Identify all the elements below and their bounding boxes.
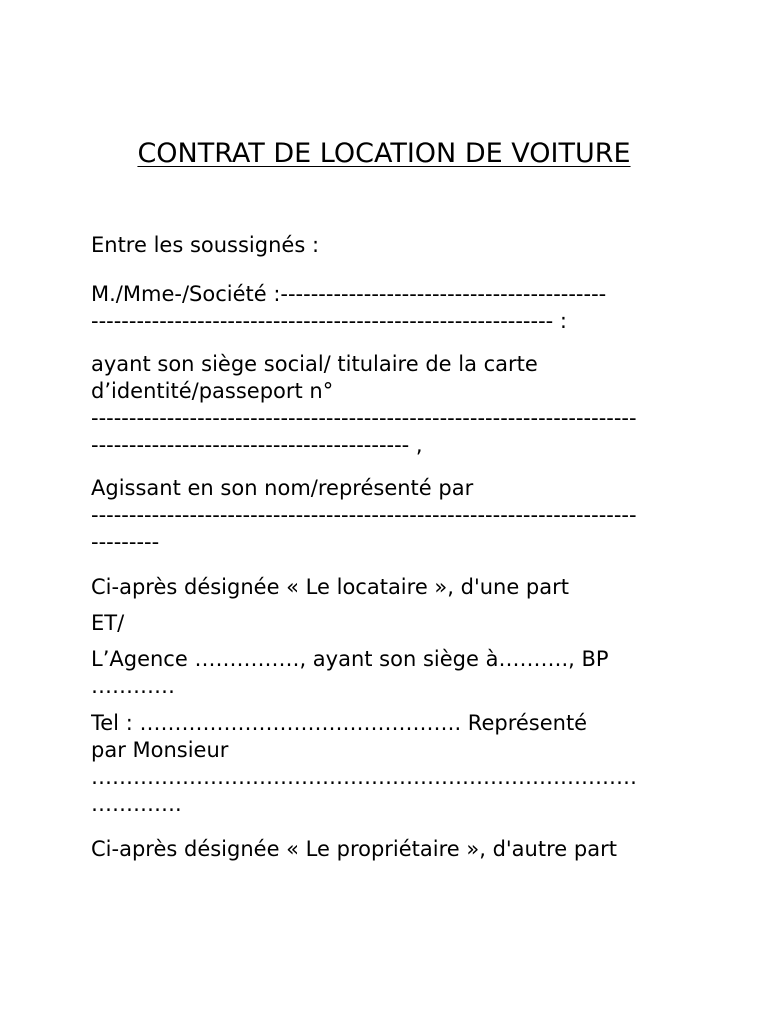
paragraph-line: Ci-après désignée « Le locataire », d'une part	[91, 575, 569, 599]
paragraph-tenant-representative	[91, 475, 691, 556]
paragraph-line: ------------------------------------------ ,	[91, 433, 423, 457]
paragraph-line: ayant son siège social/ titulaire de la carte	[91, 352, 538, 376]
paragraph-tenant-designation	[91, 574, 691, 601]
paragraph-owner-designation	[91, 836, 691, 863]
paragraph-line: par Monsieur	[91, 738, 229, 762]
paragraph-tenant-name	[91, 281, 691, 335]
paragraph-and	[91, 610, 691, 637]
paragraph-line: ---------	[91, 530, 160, 554]
paragraph-agency-contact	[91, 710, 691, 818]
paragraph-tenant-id	[91, 351, 691, 459]
paragraph-line: ------------------------------------------------------------------------	[91, 503, 637, 527]
paragraph-line: L’Agence ……………, ayant son siège à………., BP	[91, 647, 609, 671]
document-title-text: CONTRAT DE LOCATION DE VOITURE	[137, 138, 631, 169]
paragraph-line: …………	[91, 674, 175, 698]
paragraph-line: ………….	[91, 792, 182, 816]
paragraph-line: Ci-après désignée « Le propriétaire », d'autre part	[91, 837, 617, 861]
paragraph-line: ……………………………………………………………………	[91, 765, 637, 789]
paragraph-line: M./Mme-/Société :-------------------------------------------	[91, 282, 607, 306]
paragraph-line: Entre les soussignés :	[91, 233, 320, 257]
paragraph-line: d’identité/passeport n°	[91, 379, 334, 403]
paragraph-line: ------------------------------------------------------------- :	[91, 309, 567, 333]
paragraph-agency	[91, 646, 691, 700]
paragraph-line: Agissant en son nom/représenté par	[91, 476, 474, 500]
document-body	[91, 232, 691, 863]
document-title	[0, 137, 768, 171]
paragraph-line: Tel : ………………………………………. Représenté	[91, 711, 588, 735]
paragraph-parties-intro	[91, 232, 691, 268]
paragraph-line: ET/	[91, 611, 125, 635]
paragraph-line: ------------------------------------------------------------------------	[91, 406, 637, 430]
